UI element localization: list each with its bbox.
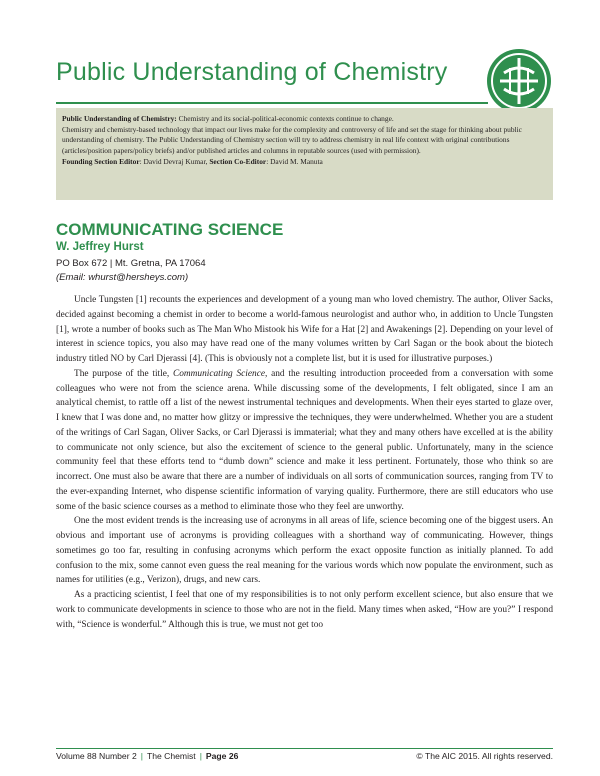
section-intro-box (56, 108, 553, 200)
intro-editors (62, 157, 547, 168)
founding-editor-name: : David Devraj Kumar, (139, 156, 210, 166)
article-title: COMMUNICATING SCIENCE (56, 220, 284, 239)
chemistry-seal-icon (486, 48, 552, 114)
footer-journal: The Chemist (146, 751, 196, 761)
intro-lead (62, 114, 547, 125)
paragraph-2 (56, 367, 553, 515)
paragraph-2-italic-title: Communicating Science (173, 368, 265, 379)
article-author: W. Jeffrey Hurst (56, 241, 144, 253)
co-editor-label: Section Co-Editor (209, 156, 267, 166)
footer-copyright: © The AIC 2015. All rights reserved. (416, 751, 553, 761)
footer-divider (56, 748, 553, 749)
header-divider (56, 102, 488, 104)
intro-lead-text: Chemistry and its social-political-economic contexts continue to change. (176, 114, 394, 123)
footer-separator: | (140, 751, 143, 761)
footer-separator: | (199, 751, 202, 761)
article-body (56, 293, 553, 632)
paragraph-1: Uncle Tungsten [1] recounts the experiences and development of a young man who loved chemistry. The author, Oliver Sacks, decided against becoming a chemist in order to become a world-famous neurologist and author who, in addition to Uncle Tungsten [1], wrote a number of books such as The Man Who Mistook his Wife for a Hat [2] and Awakenings [2]. Depending on your level of interest in science topics, you also may have read one of the many volumes written by Carl Sagan or the book about the biotech industry titled NO by Carl Djerassi [4]. (This is obviously not a complete list, but it is used for illustrative purposes.) (56, 295, 553, 364)
section-title: Public Understanding of Chemistry (56, 58, 448, 86)
intro-lead-bold: Public Understanding of Chemistry: (62, 114, 177, 123)
author-email: (Email: whurst@hersheys.com) (56, 272, 189, 283)
footer-volume: Volume 88 Number 2 (56, 751, 137, 761)
co-editor-name: : David M. Manuta (266, 156, 323, 166)
footer-citation (56, 751, 238, 761)
author-address: PO Box 672 | Mt. Gretna, PA 17064 (56, 258, 206, 269)
paragraph-2-rest: , and the resulting introduction proceeded from a conversation with some colleagues who were not from the science arena. While discussing some of the developments, I felt obligated, since I am an analytical chemist, to rattle off a list of the newest instrumental techniques and developments. When their eyes started to glaze over, I knew that I was done and, no matter how glitzy or impressive the techniques, they were underwhelmed. Whether you are a student of the writings of Carl Sagan, Oliver Sacks, or Carl Djerassi is immaterial; what they and many others have excelled at is the ability to communicate not only science, but also the excitement of science to the general public. Unfortunately, many in the science community feel that these efforts tend to “dumb down” science and make it less pertinent. Fortunately, those who think so are incorrect. One must also be aware that there are a number of individuals on all sorts of communication sources, ranging from TV to the ever-expanding Internet, who dispense scientific information of varying quality. Furthermore, there are still educators who use some of the basic science courses as a method to eliminate those who they feel are unworthy. (56, 368, 554, 512)
paragraph-2-lead: The purpose of the title, (74, 368, 173, 379)
intro-description: Chemistry and chemistry-based technology that impact our lives make for the complexity and controversy of life and set the stage for thinking about public understanding of chemistry. The Public Understanding of Chemistry section will try to address chemistry in real life context with original contributions (articles/position papers/policy briefs) and/or published articles and columns in reputable sources (used with permission). (62, 124, 522, 156)
paragraph-3: One the most evident trends is the increasing use of acronyms in all areas of life, science becoming one of the biggest users. An obvious and important use of acronyms is providing colleagues with a shorthand way of communicating. However, things sometimes go too far, resulting in confusing acronyms which perform the exact opposite function as initially planned. To add confusion to the mix, some cannot even guess the real meaning for the various words which now populate the environment, such as names for utilities (e.g., Verizon), drugs, and new cars. (56, 516, 553, 586)
founding-editor-label: Founding Section Editor (62, 156, 140, 166)
paragraph-4: As a practicing scientist, I feel that one of my responsibilities is to not only perform excellent science, but also ensure that we work to communicate developments in science to those who are not in the field. Many times when asked, “How are you?” I respond with, “Science is wonderful.” Although this is true, we must not get too (56, 590, 553, 630)
footer-page: Page 26 (205, 751, 239, 761)
